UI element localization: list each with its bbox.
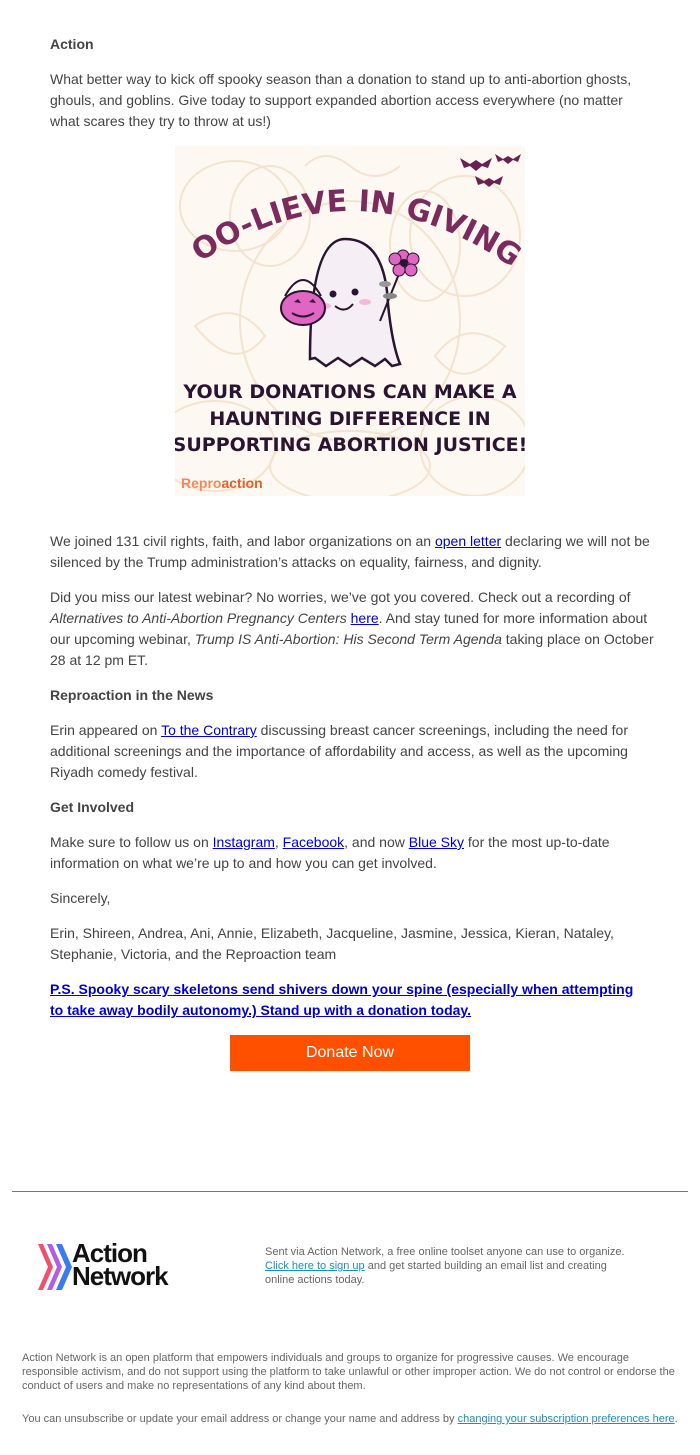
bluesky-link[interactable]: Blue Sky <box>408 834 465 850</box>
reproaction-logo <box>181 475 263 491</box>
facebook-link[interactable]: Facebook <box>282 834 345 850</box>
footer-divider <box>12 1191 688 1192</box>
logo-line-action: Action <box>72 1238 147 1268</box>
svg-text:Reproaction: Reproaction <box>181 475 263 491</box>
sincerely-text: Sincerely, <box>50 890 111 906</box>
news-paragraph: Erin appeared on To the Contrary discussing breast cancer screenings, including the need for additional screenings and the importance of affordability and access, as well as the upcoming Riyadh comedy festival. <box>50 722 628 780</box>
subscription-preferences-link[interactable]: changing your subscription preferences here <box>457 1413 675 1425</box>
to-the-contrary-link[interactable]: To the Contrary <box>161 722 257 738</box>
instagram-link[interactable]: Instagram <box>212 834 275 850</box>
logo-line-network: Network <box>72 1261 168 1291</box>
hero-line-3: SUPPORTING ABORTION JUSTICE! <box>175 434 525 456</box>
disclaimer-text: Action Network is an open platform that empowers individuals and groups to organize for progressive causes. We encourage responsible activism, and do not support using the platform to take unlawful or other improper action. We do not control or endorse the conduct of users and make no representations of any kind about them. <box>22 1352 675 1392</box>
donate-now-button[interactable]: Donate Now <box>230 1035 470 1071</box>
webinar-paragraph: Did you miss our latest webinar? No worries, we’ve got you covered. Check out a recording of Alternatives to Anti-Abortion Pregnancy Centers here. And stay tuned for more information about our upcoming webinar, Trump IS Anti-Abortion: His Second Term Agenda taking place on October 28 at 12 pm ET. <box>50 589 654 668</box>
unsubscribe-text: You can unsubscribe or update your email address or change your name and address by <box>22 1413 458 1425</box>
letter-paragraph: We joined 131 civil rights, faith, and labor organizations on an open letter declaring we will not be silenced by the Trump administration’s attacks on equality, fairness, and dignity. <box>50 533 650 570</box>
open-letter-link[interactable]: open letter <box>434 533 502 549</box>
hero-line-2: HAUNTING DIFFERENCE IN <box>209 408 491 430</box>
hero-line-1: YOUR DONATIONS CAN MAKE A <box>183 381 517 403</box>
action-heading: Action <box>50 36 94 52</box>
sign-up-link[interactable]: Click here to sign up <box>265 1260 365 1272</box>
involved-paragraph: Make sure to follow us on Instagram, Facebook, and now Blue Sky for the most up-to-date information on what we’re up to and how you can get involved. <box>50 834 610 871</box>
action-network-arrows-icon <box>38 1244 72 1290</box>
action-network-logo <box>38 1238 198 1292</box>
sent-via-text: Sent via Action Network, a free online toolset anyone can use to organize. <box>265 1246 625 1258</box>
ps-donation-link[interactable]: P.S. Spooky scary skeletons send shivers down your spine (especially when attempting to take away bodily autonomy.) Stand up with a donation today. <box>50 981 634 1018</box>
hero-image <box>175 146 525 496</box>
news-heading: Reproaction in the News <box>50 687 214 703</box>
action-body: What better way to kick off spooky season than a donation to stand up to anti-abortion ghosts, ghouls, and goblins. Give today to support expanded abortion access everywhere (no matter what scares they try to throw at us!) <box>50 71 632 129</box>
signoff-names: Erin, Shireen, Andrea, Ani, Annie, Elizabeth, Jacqueline, Jasmine, Jessica, Kieran, Nataley, Stephanie, Victoria, and the Reproaction team <box>50 925 614 962</box>
involved-heading: Get Involved <box>50 799 135 815</box>
hero-headline: OO-LIEVE IN GIVING <box>185 183 525 275</box>
recording-link[interactable]: here <box>350 610 379 626</box>
